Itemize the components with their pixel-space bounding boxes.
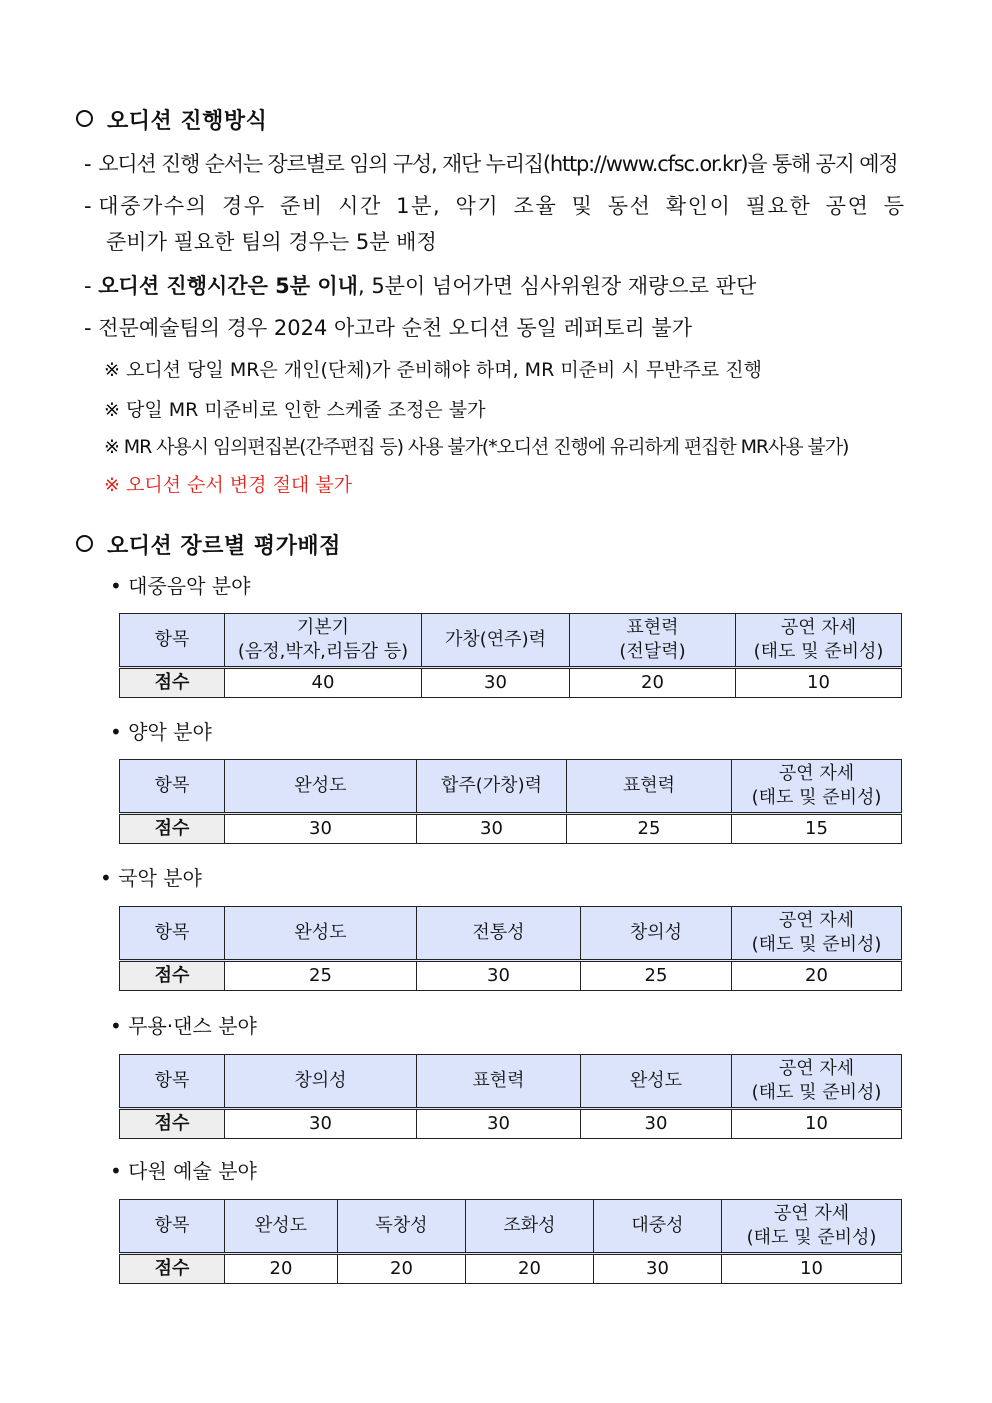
score-table-dance: [119, 1054, 902, 1139]
score-cell: 30: [594, 1254, 722, 1284]
score-cell: 30: [225, 814, 417, 844]
header-cell: 공연 자세 (태도 및 준비성): [732, 760, 902, 814]
genre-label-western: • 양악 분야: [110, 720, 212, 744]
header-item-label: 항목: [120, 1200, 225, 1254]
note-4-warning: ※ 오디션 순서 변경 절대 불가: [104, 474, 353, 496]
header-item-label: 항목: [120, 1055, 225, 1109]
note-3: ※ MR 사용시 임의편집본(간주편집 등) 사용 불가(*오디션 진행에 유리하게 편집한 MR사용 불가): [104, 436, 849, 458]
score-cell: 15: [732, 814, 902, 844]
score-cell: 10: [722, 1254, 902, 1284]
score-cell: 25: [581, 961, 732, 991]
score-cell: 10: [736, 668, 902, 698]
score-cell: 30: [422, 668, 570, 698]
score-cell: 30: [225, 1109, 417, 1139]
score-cell: 20: [466, 1254, 594, 1284]
genre-label-multidisciplinary: • 다원 예술 분야: [110, 1159, 257, 1183]
score-row-label: 점수: [120, 961, 225, 991]
header-cell: 완성도: [581, 1055, 732, 1109]
header-cell: 독창성: [338, 1200, 466, 1254]
header-cell: 표현력: [567, 760, 732, 814]
note-2: ※ 당일 MR 미준비로 인한 스케줄 조정은 불가: [104, 399, 486, 421]
score-cell: 30: [581, 1109, 732, 1139]
score-cell: 40: [225, 668, 422, 698]
header-cell: 공연 자세 (태도 및 준비성): [732, 1055, 902, 1109]
header-cell: 합주(가창)력: [417, 760, 567, 814]
section-heading-scoring: 오디션 장르별 평가배점: [76, 529, 341, 560]
score-row-label: 점수: [120, 1254, 225, 1284]
header-cell: 완성도: [225, 1200, 338, 1254]
header-cell: 창의성: [225, 1055, 417, 1109]
genre-label-dance: • 무용·댄스 분야: [110, 1014, 257, 1038]
process-item-3: - 오디션 진행시간은 5분 이내, 5분이 넘어가면 심사위원장 재량으로 판단: [84, 274, 757, 298]
score-table-korean: [119, 906, 902, 991]
header-cell: 공연 자세 (태도 및 준비성): [722, 1200, 902, 1254]
score-cell: 25: [225, 961, 417, 991]
score-row-label: 점수: [120, 814, 225, 844]
header-cell: 공연 자세 (태도 및 준비성): [732, 907, 902, 961]
circle-bullet-icon: [76, 110, 93, 127]
header-item-label: 항목: [120, 760, 225, 814]
score-cell: 30: [417, 1109, 581, 1139]
score-cell: 30: [417, 814, 567, 844]
score-cell: 25: [567, 814, 732, 844]
header-cell: 표현력 (전달력): [570, 614, 736, 668]
section-heading-process: 오디션 진행방식: [76, 104, 267, 135]
header-cell: 창의성: [581, 907, 732, 961]
process-item-4: - 전문예술팀의 경우 2024 아고라 순천 오디션 동일 레퍼토리 불가: [84, 316, 692, 340]
score-cell: 20: [225, 1254, 338, 1284]
score-table-multidisciplinary: [119, 1199, 902, 1284]
header-cell: 완성도: [225, 907, 417, 961]
score-table-popular: [119, 613, 902, 698]
score-cell: 20: [338, 1254, 466, 1284]
header-cell: 완성도: [225, 760, 417, 814]
note-1: ※ 오디션 당일 MR은 개인(단체)가 준비해야 하며, MR 미준비 시 무반주로 진행: [104, 359, 762, 381]
genre-label-popular: • 대중음악 분야: [110, 574, 251, 598]
header-item-label: 항목: [120, 907, 225, 961]
header-cell: 가창(연주)력: [422, 614, 570, 668]
process-item-2: - 대중가수의 경우 준비 시간 1분, 악기 조율 및 동선 확인이 필요한 공연 등: [84, 194, 906, 218]
header-cell: 공연 자세 (태도 및 준비성): [736, 614, 902, 668]
genre-label-korean: • 국악 분야: [100, 866, 202, 890]
score-row-label: 점수: [120, 668, 225, 698]
header-item-label: 항목: [120, 614, 225, 668]
header-cell: 기본기 (음정,박자,리듬감 등): [225, 614, 422, 668]
score-cell: 20: [732, 961, 902, 991]
score-row-label: 점수: [120, 1109, 225, 1139]
header-cell: 대중성: [594, 1200, 722, 1254]
process-item-2-cont: 준비가 필요한 팀의 경우는 5분 배정: [106, 230, 437, 254]
process-item-1: - 오디션 진행 순서는 장르별로 임의 구성, 재단 누리집(http://www.cfsc.or.kr)을 통해 공지 예정: [84, 152, 898, 176]
score-table-western: [119, 759, 902, 844]
header-cell: 표현력: [417, 1055, 581, 1109]
header-cell: 전통성: [417, 907, 581, 961]
score-cell: 10: [732, 1109, 902, 1139]
header-cell: 조화성: [466, 1200, 594, 1254]
score-cell: 20: [570, 668, 736, 698]
circle-bullet-icon: [76, 535, 93, 552]
score-cell: 30: [417, 961, 581, 991]
